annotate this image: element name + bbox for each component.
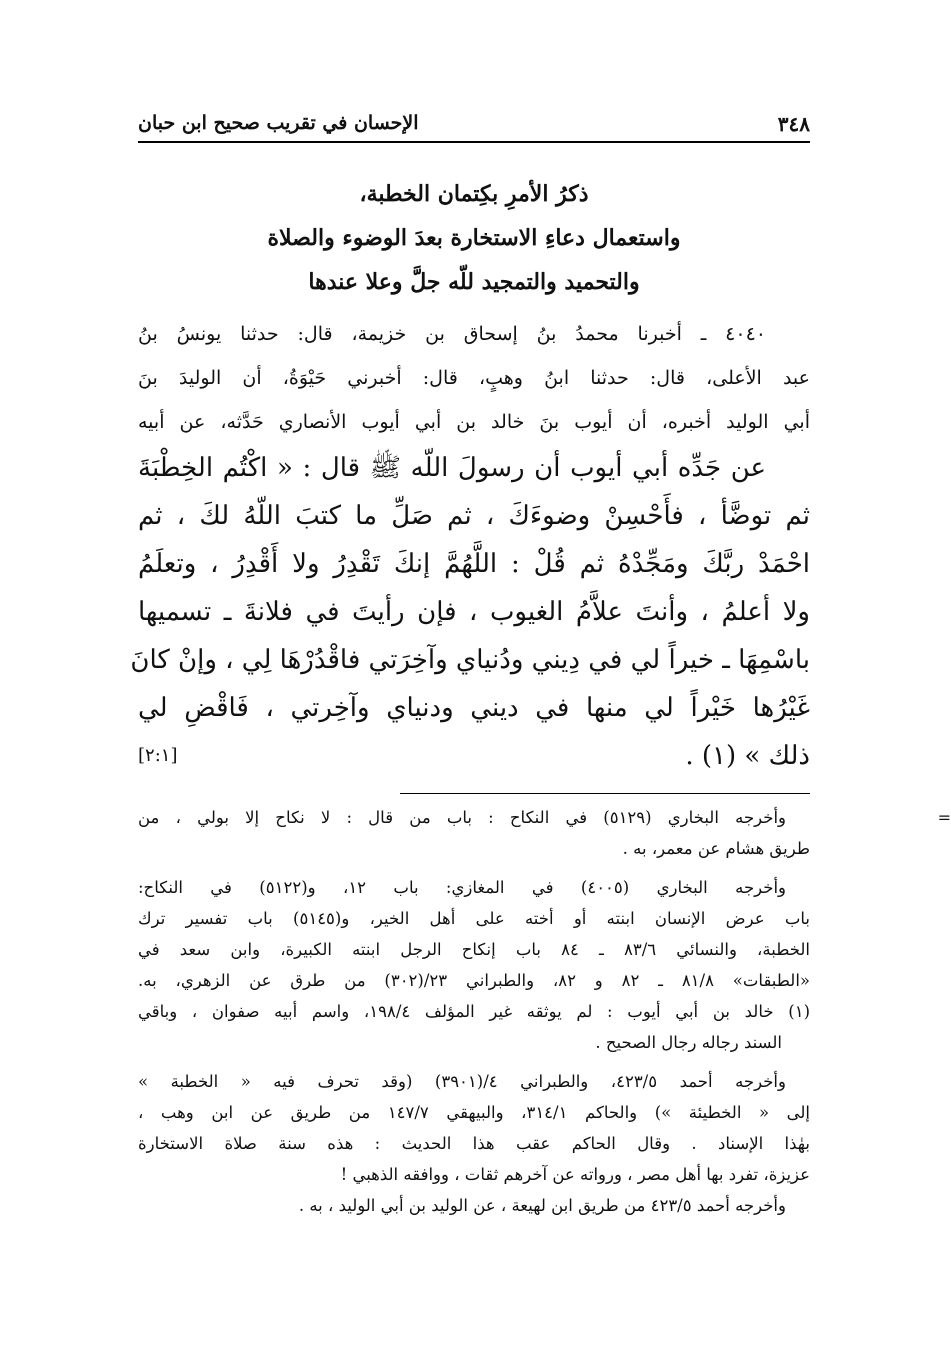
footnote-line: باب عرض الإنسان ابنته أو أخته على أهل الخير، و(٥١٤٥) باب تفسير ترك bbox=[138, 909, 810, 928]
isnad-line: عبد الأعلى، قال: حدثنا ابنُ وهبٍ، قال: أخبرني حَيْوَةُ، أن الوليدَ بنَ bbox=[138, 367, 810, 389]
matn-line: احْمَدْ ربَّكَ ومَجِّدْهُ ثم قُلْ : اللَّهُمَّ إنكَ تَقْدِرُ ولا أَقْدِرُ ، وتعلَمُ bbox=[138, 549, 810, 579]
isnad-line: أبي الوليد أخبره، أن أيوب بنَ خالد بن أبي أيوب الأنصاري حَدَّثه، عن أبيه bbox=[138, 411, 810, 433]
matn-line: غَيْرُها خَيْراً لي منها في ديني ودنياي وآخِرتي ، فَاقْضِ لي bbox=[138, 693, 810, 723]
footnote-line: وأخرجه أحمد ٤٢٣/٥، والطبراني ٤/(٣٩٠١) (وقد تحرف فيه « الخطبة » bbox=[138, 1072, 786, 1091]
footnote-line: إلى « الخطيئة ») والحاكم ٣١٤/١، والبيهقي ١٤٧/٧ من طريق عن ابن وهب ، bbox=[138, 1103, 810, 1122]
footnote-line: الخطبة، والنسائي ٨٣/٦ ـ ٨٤ باب إنكاح الرجل ابنته الكبيرة، وابن سعد في bbox=[138, 940, 810, 959]
footnote-line: طريق هشام عن معمر، به . bbox=[622, 839, 810, 858]
footnote-rule bbox=[400, 793, 810, 794]
matn-line: ثم توضَّأ ، فأَحْسِنْ وضوءَكَ ، ثم صَلِّ ما كتبَ اللّهُ لكَ ، ثم bbox=[138, 501, 810, 531]
matn-line: ولا أعلمُ ، وأنتَ علاَّمُ الغيوب ، فإن رأيتَ في فلانةَ ـ تسميها bbox=[138, 597, 810, 627]
footnote-line: (١) خالد بن أبي أيوب : لم يوثقه غير المؤلف ١٩٨/٤، واسم أبيه صفوان ، وباقي bbox=[138, 1002, 810, 1021]
chapter-title bbox=[138, 172, 810, 304]
matn-last-line bbox=[138, 732, 810, 780]
footnote-line: وأخرجه البخاري (٤٠٠٥) في المغازي: باب ١٢، و(٥١٢٢) في النكاح: bbox=[138, 878, 787, 897]
continuation-mark: = bbox=[937, 808, 951, 827]
footnote-line: السند رجاله رجال الصحيح . bbox=[595, 1033, 782, 1052]
matn-line: ذلك » (١) . bbox=[685, 741, 810, 771]
page-number: ٣٤٨ bbox=[777, 112, 810, 136]
running-header bbox=[138, 108, 810, 142]
isnad-line: ٤٠٤٠ ـ أخبرنا محمدُ بنُ إسحاق بن خزيمة، قال: حدثنا يونسُ بنُ bbox=[138, 323, 766, 345]
chapter-title-line: ذكرُ الأمرِ بكِتمان الخطبة، bbox=[359, 181, 589, 207]
footnote-line: وأخرجه أحمد ٤٢٣/٥ من طريق ابن لهيعة ، عن الوليد بن أبي الوليد ، به . bbox=[298, 1196, 786, 1215]
chapter-title-line: واستعمال دعاءِ الاستخارة بعدَ الوضوء والصلاة bbox=[267, 225, 681, 251]
matn-line: عن جَدِّه أبي أيوب أن رسولَ اللّه ﷺ قال : « اكْتُم الخِطْبَةَ bbox=[138, 453, 766, 483]
hadith-reference: [٢:١] bbox=[138, 745, 178, 766]
running-title: الإحسان في تقريب صحيح ابن حبان bbox=[138, 112, 419, 134]
header-rule bbox=[138, 141, 810, 143]
footnote-line: وأخرجه البخاري (٥١٢٩) في النكاح : باب من قال : لا نكاح إلا بولي ، من bbox=[138, 808, 786, 827]
footnote-line: بهٰذا الإسناد . وقال الحاكم عقب هذا الحديث : هذه سنة صلاة الاستخارة bbox=[138, 1134, 810, 1153]
hadith-text bbox=[130, 312, 810, 780]
footnote-line: «الطبقات» ٨١/٨ ـ ٨٢ و ٨٢، والطبراني ٢٣/(٣٠٢) من طرق عن الزهري، به. bbox=[138, 971, 811, 990]
chapter-title-line: والتحميد والتمجيد للّه جلَّ وعلا عندها bbox=[308, 269, 640, 295]
matn-line: باسْمِهَا ـ خيراً لي في دِيني ودُنياي وآخِرَتي فاقْدُرْهَا لِي ، وإنْ كانَ bbox=[130, 645, 810, 675]
footnotes bbox=[138, 802, 810, 1221]
footnote-line: عزيزة، تفرد بها أهل مصر ، ورواته عن آخرهم ثقات ، ووافقه الذهبي ! bbox=[340, 1165, 810, 1184]
